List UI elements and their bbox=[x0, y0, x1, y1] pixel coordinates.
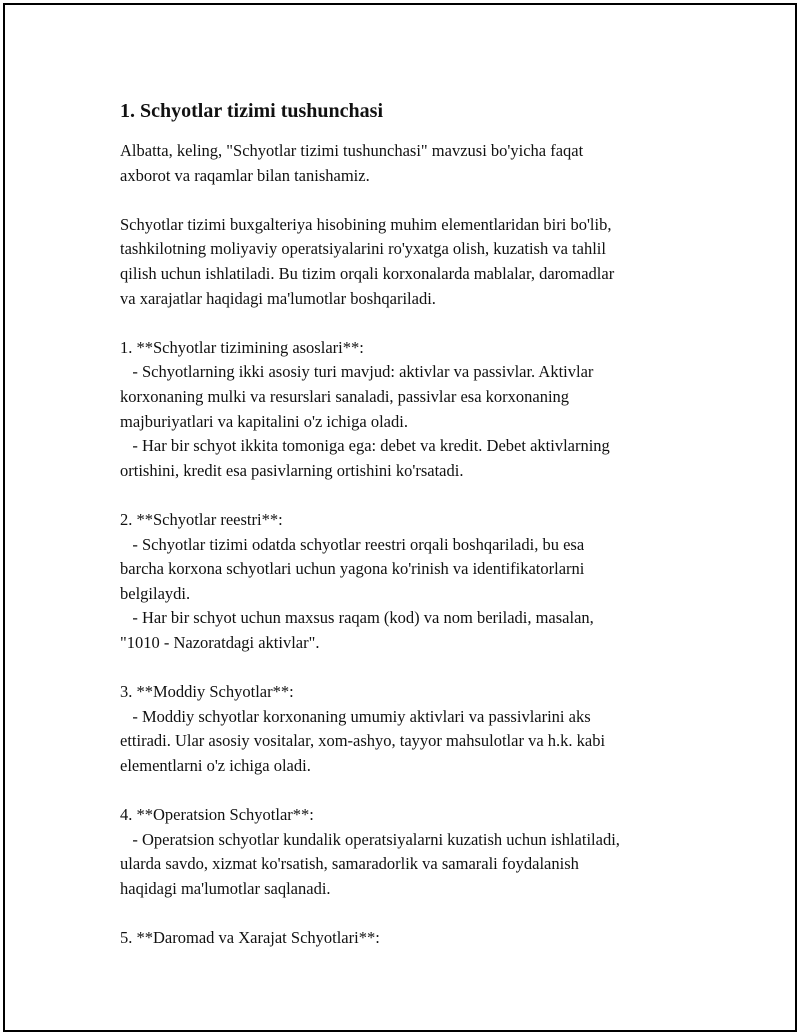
text-line: - Moddiy schyotlar korxonaning umumiy aktivlari va passivlarini aks bbox=[120, 706, 591, 726]
text-line: tashkilotning moliyaviy operatsiyalarini ro'yxatga olish, kuzatish va tahlil bbox=[120, 239, 606, 259]
text-line: "1010 - Nazoratdagi aktivlar". bbox=[120, 632, 320, 652]
text-line: 4. **Operatsion Schyotlar**: bbox=[120, 805, 314, 825]
text-line: barcha korxona schyotlari uchun yagona ko'rinish va identifikatorlarni bbox=[120, 559, 585, 579]
document-text bbox=[120, 139, 690, 951]
text-line: 5. **Daromad va Xarajat Schyotlari**: bbox=[120, 928, 380, 947]
text-line: qilish uchun ishlatiladi. Bu tizim orqali korxonalarda mablalar, daromadlar bbox=[120, 263, 615, 283]
document-page bbox=[3, 3, 797, 1032]
text-line: 1. **Schyotlar tizimining asoslari**: bbox=[120, 337, 364, 357]
blank-line bbox=[120, 311, 690, 336]
text-line: - Har bir schyot uchun maxsus raqam (kod) va nom beriladi, masalan, bbox=[120, 608, 594, 628]
text-line: - Schyotlar tizimi odatda schyotlar reestri orqali boshqariladi, bu esa bbox=[120, 534, 585, 554]
text-line: belgilaydi. bbox=[120, 583, 191, 603]
blank-line bbox=[120, 655, 690, 680]
text-line: ortishini, kredit esa pasivlarning ortishini ko'rsatadi. bbox=[120, 460, 464, 480]
text-line: majburiyatlari va kapitalini o'z ichiga oladi. bbox=[120, 411, 408, 431]
blank-line bbox=[120, 483, 690, 508]
text-line: axborot va raqamlar bilan tanishamiz. bbox=[120, 165, 370, 185]
text-line: 2. **Schyotlar reestri**: bbox=[120, 509, 283, 529]
text-line: korxonaning mulki va resurslari sanaladi, passivlar esa korxonaning bbox=[120, 386, 570, 406]
text-line: Albatta, keling, "Schyotlar tizimi tushunchasi" mavzusi bo'yicha faqat bbox=[120, 141, 584, 160]
text-line: elementlarni o'z ichiga oladi. bbox=[120, 755, 311, 775]
blank-line bbox=[120, 188, 690, 213]
blank-line bbox=[120, 778, 690, 803]
text-line: haqidagi ma'lumotlar saqlanadi. bbox=[120, 878, 331, 898]
document-body bbox=[120, 95, 690, 951]
blank-line bbox=[120, 901, 690, 926]
text-line: - Operatsion schyotlar kundalik operatsiyalarni kuzatish uchun ishlatiladi, bbox=[120, 829, 620, 849]
text-line: va xarajatlar haqidagi ma'lumotlar boshqariladi. bbox=[120, 288, 436, 308]
text-line: Schyotlar tizimi buxgalteriya hisobining muhim elementlaridan biri bo'lib, bbox=[120, 214, 612, 234]
text-line: 3. **Moddiy Schyotlar**: bbox=[120, 682, 294, 702]
text-line: - Har bir schyot ikkita tomoniga ega: debet va kredit. Debet aktivlarning bbox=[120, 436, 610, 456]
page-title: 1. Schyotlar tizimi tushunchasi bbox=[120, 100, 383, 122]
text-line: ettiradi. Ular asosiy vositalar, xom-ashyo, tayyor mahsulotlar va h.k. kabi bbox=[120, 731, 606, 751]
text-line: - Schyotlarning ikki asosiy turi mavjud: aktivlar va passivlar. Aktivlar bbox=[120, 362, 594, 382]
text-line: ularda savdo, xizmat ko'rsatish, samaradorlik va samarali foydalanish bbox=[120, 854, 579, 874]
